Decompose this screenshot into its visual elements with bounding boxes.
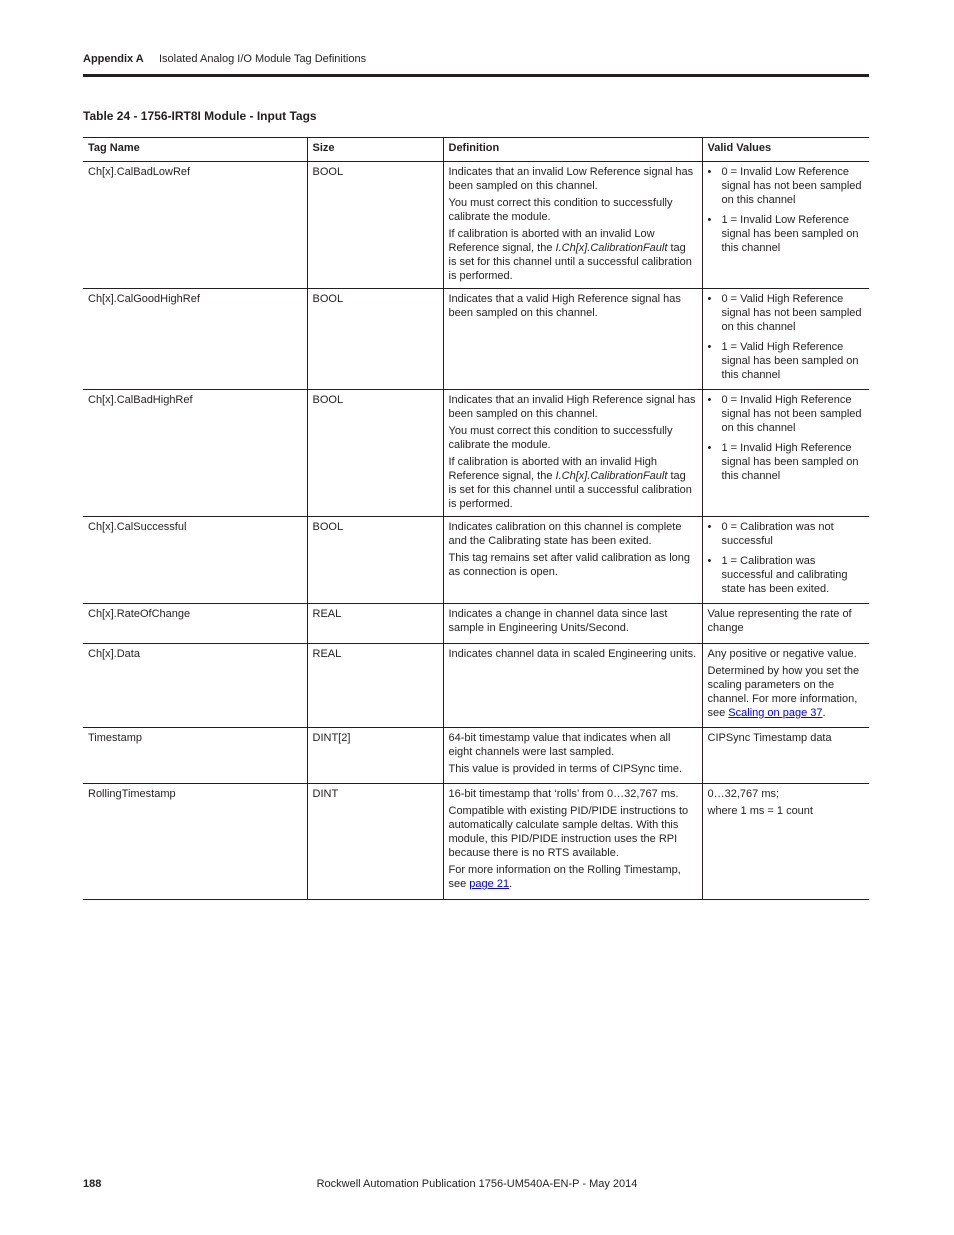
definition-text: You must correct this condition to successfully calibrate the module. [448,197,673,223]
definition-text-part: If calibration is aborted with an invalid Low Reference signal, the [448,228,655,254]
definition-text: Indicates calibration on this channel is complete and the Calibrating state has been exited. [448,521,682,547]
definition-cell [443,728,702,784]
valid-values-cell [702,517,869,604]
page-header [83,53,869,75]
valid-values-list [708,165,865,255]
definition-cell [443,517,702,604]
table-row [83,728,869,784]
table-row [83,604,869,644]
column-header-valid-values: Valid Values [702,138,869,162]
publication-info: Rockwell Automation Publication 1756-UM540A-EN-P - May 2014 [316,1178,638,1190]
tag-name-cell: Timestamp [83,728,307,784]
definition-text: Indicates that an invalid Low Reference signal has been sampled on this channel. [448,166,694,192]
definition-text: Compatible with existing PID/PIDE instructions to automatically calculate sample deltas. With this module, this PID/PIDE instruction uses the RPI because there is no RTS available. [448,805,689,859]
table-row [83,517,869,604]
definition-cell [443,644,702,728]
size-cell: DINT [307,784,443,900]
input-tags-table [83,137,869,900]
valid-value-text: CIPSync Timestamp data [707,732,832,744]
valid-values-cell [702,784,869,900]
valid-value-item: • 1 = Calibration was successful and calibrating state has been exited. [708,554,865,596]
valid-value-item: • 1 = Invalid High Reference signal has been sampled on this channel [708,441,865,483]
table-row [83,289,869,390]
tag-name-cell: RollingTimestamp [83,784,307,900]
definition-text: 16-bit timestamp that ‘rolls’ from 0…32,767 ms. [448,788,679,800]
valid-value-text-part: Determined by how you set the scaling parameters on the channel. For more information, see [707,665,860,719]
table-row [83,644,869,728]
column-header-size: Size [307,138,443,162]
size-cell: BOOL [307,162,443,289]
valid-values-list [708,393,865,483]
header-rule [83,74,869,77]
valid-values-list [708,520,865,596]
valid-value-text-part: . [822,707,826,719]
definition-cell [443,784,702,900]
valid-value-item: • 1 = Invalid Low Reference signal has been sampled on this channel [708,213,865,255]
valid-values-cell [702,162,869,289]
definition-text [449,863,697,891]
column-header-tag-name: Tag Name [83,138,307,162]
page-number: 188 [83,1178,102,1190]
definition-text: You must correct this condition to successfully calibrate the module. [448,425,673,451]
valid-value-item: • 0 = Calibration was not successful [708,520,865,548]
page-21-link[interactable]: page 21 [469,878,510,890]
valid-value-text [708,664,865,720]
size-cell: BOOL [307,390,443,517]
valid-value-text: Any positive or negative value. [707,648,857,660]
definition-text-part: If calibration is aborted with an invalid High Reference signal, the [448,456,658,482]
tag-reference: I.Ch[x].CalibrationFault [555,242,668,254]
definition-text: This value is provided in terms of CIPSync time. [448,763,683,775]
valid-value-item: • 0 = Invalid High Reference signal has not been sampled on this channel [708,393,865,435]
valid-value-text: Value representing the rate of change [707,608,852,634]
definition-text [449,455,697,511]
valid-values-cell [702,390,869,517]
valid-values-cell [702,728,869,784]
definition-cell [443,390,702,517]
valid-values-cell [702,289,869,390]
valid-values-list [708,292,865,382]
tag-name-cell: Ch[x].RateOfChange [83,604,307,644]
header-title: Isolated Analog I/O Module Tag Definitions [159,53,367,65]
definition-text: Indicates channel data in scaled Engineering units. [448,648,697,660]
valid-value-item: • 1 = Valid High Reference signal has been sampled on this channel [708,340,865,382]
definition-text-part: tag is set for this channel until a successful calibration is performed. [448,242,692,282]
tag-name-cell: Ch[x].CalBadLowRef [83,162,307,289]
tag-name-cell: Ch[x].CalSuccessful [83,517,307,604]
table-row [83,162,869,289]
definition-text-part: For more information on the Rolling Timestamp, see [448,864,681,890]
valid-value-item: • 0 = Invalid Low Reference signal has not been sampled on this channel [708,165,865,207]
valid-value-text: where 1 ms = 1 count [707,805,813,817]
appendix-label: Appendix A [83,53,144,65]
definition-text [449,227,697,283]
tag-reference: I.Ch[x].CalibrationFault [555,470,668,482]
size-cell: REAL [307,604,443,644]
definition-cell [443,604,702,644]
size-cell: DINT[2] [307,728,443,784]
definition-cell [443,289,702,390]
size-cell: BOOL [307,289,443,390]
valid-values-cell [702,644,869,728]
definition-text-part: . [509,878,513,890]
valid-value-text: 0…32,767 ms; [707,788,780,800]
definition-text: Indicates a change in channel data since last sample in Engineering Units/Second. [448,608,668,634]
definition-text: Indicates that an invalid High Reference signal has been sampled on this channel. [448,394,696,420]
table-row [83,784,869,900]
tag-name-cell: Ch[x].Data [83,644,307,728]
size-cell: BOOL [307,517,443,604]
table-title: Table 24 - 1756-IRT8I Module - Input Tags [83,109,317,123]
definition-text-part: tag is set for this channel until a successful calibration is performed. [448,470,692,510]
definition-text: 64-bit timestamp value that indicates when all eight channels were last sampled. [448,732,671,758]
tag-name-cell: Ch[x].CalBadHighRef [83,390,307,517]
valid-values-cell [702,604,869,644]
valid-value-item: • 0 = Valid High Reference signal has not been sampled on this channel [708,292,865,334]
scaling-page-link[interactable]: Scaling on page 37 [728,707,823,719]
table-header-row [83,138,869,162]
table-row [83,390,869,517]
column-header-definition: Definition [443,138,702,162]
tag-name-cell: Ch[x].CalGoodHighRef [83,289,307,390]
definition-cell [443,162,702,289]
size-cell: REAL [307,644,443,728]
definition-text: This tag remains set after valid calibration as long as connection is open. [448,552,691,578]
definition-text: Indicates that a valid High Reference signal has been sampled on this channel. [448,293,681,319]
